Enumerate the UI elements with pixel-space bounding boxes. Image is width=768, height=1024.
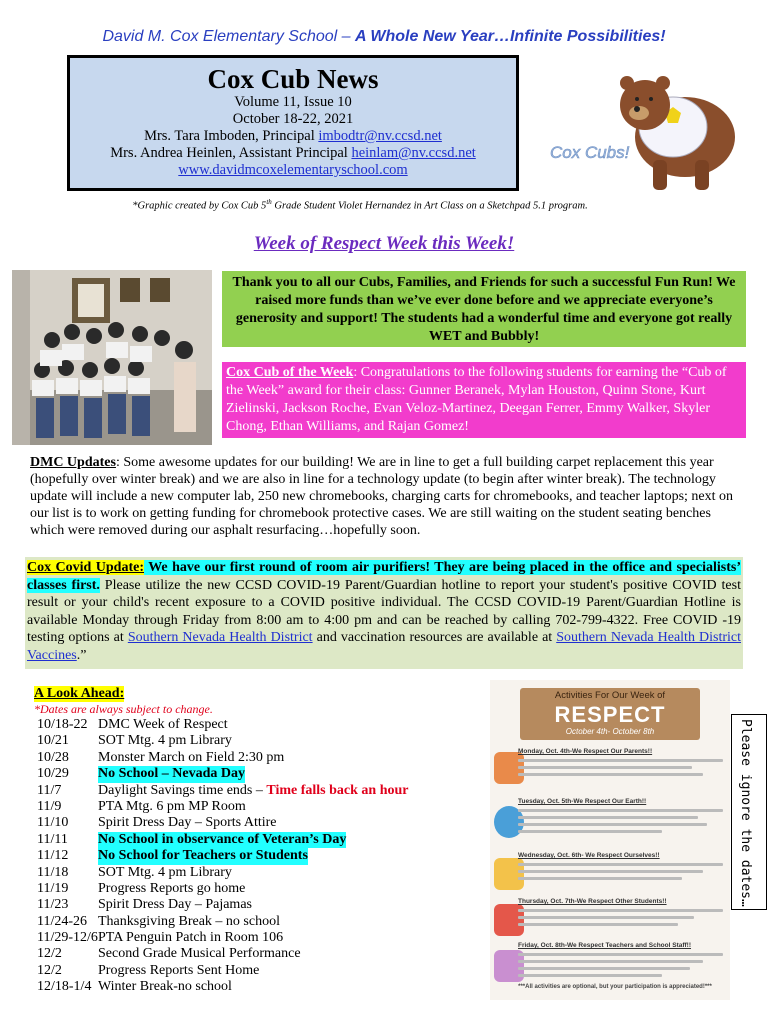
bear-mascot-image (545, 65, 745, 195)
website-link[interactable]: www.davidmcoxelementaryschool.com (178, 162, 408, 178)
event-date: 11/19 (37, 880, 69, 896)
event-row (37, 832, 507, 848)
credit-text-b: Grade Student Violet Hernandez in Art Class on a Sketchpad 5.1 program. (271, 200, 588, 212)
masthead (67, 55, 519, 191)
event-text: Progress Reports Sent Home (98, 962, 260, 978)
event-date: 12/18-1/4 (37, 979, 92, 995)
event-date: 11/12 (37, 848, 69, 864)
cub-of-week-label: Cox Cub of the Week (226, 365, 354, 380)
asst-principal-email-link[interactable]: heinlam@nv.ccsd.net (351, 145, 476, 161)
event-row (37, 914, 507, 930)
flyer-section-heading: Monday, Oct. 4th-We Respect Our Parents!! (518, 748, 653, 755)
flyer-section (518, 898, 723, 926)
asst-principal-name: Mrs. Andrea Heinlen, Assistant Principal (110, 145, 352, 161)
dmc-sep: : (115, 455, 124, 470)
covid-text-2: and vaccination resources are available at (312, 630, 557, 645)
flyer-section-heading: Wednesday, Oct. 6th- We Respect Ourselves!! (518, 852, 660, 859)
covid-update (25, 557, 743, 669)
event-text: No School for Teachers or Students (98, 848, 308, 864)
cub-of-week-text: Congratulations to the following students for earning the “Cub of the Week” award for their class: Gunner Beranek, Mylan Houston, Quinn Stone, Kurt Zielinski, Jackson Roche, Evan Veloz-Martinez, Deegan Ferrer, Emmy Walker, Skyler Chong, Ethan Williams, and Rajan Gomez! (226, 365, 727, 434)
event-row (37, 733, 507, 749)
event-text-alert: Time falls back an hour (266, 782, 409, 798)
event-text: Thanksgiving Break – no school (98, 913, 280, 929)
event-text: Second Grade Musical Performance (98, 946, 301, 962)
event-text-main: Daylight Savings time ends – (98, 782, 267, 798)
event-row (37, 946, 507, 962)
school-tagline (0, 28, 768, 46)
asst-principal-line (70, 145, 516, 162)
event-date: 10/29 (37, 766, 69, 782)
event-text: SOT Mtg. 4 pm Library (98, 733, 232, 749)
look-ahead-note: *Dates are always subject to change. (34, 702, 213, 716)
covid-highlight: We have our first round of room air purifiers! They are being placed in the office and specialists’ classes first. (27, 560, 741, 593)
class-photo-illustration (12, 270, 212, 445)
event-row (37, 865, 507, 881)
event-text: Monster March on Field 2:30 pm (98, 749, 285, 765)
event-date: 11/10 (37, 815, 69, 831)
volume-issue: Volume 11, Issue 10 (234, 94, 352, 110)
event-row (37, 979, 507, 995)
event-row (37, 897, 507, 913)
event-date: 10/21 (37, 733, 69, 749)
event-date: 11/24-26 (37, 913, 88, 929)
credit-text-a: *Graphic created by Cox Cub 5 (132, 200, 267, 212)
event-row (37, 930, 507, 946)
issue-dates: October 18-22, 2021 (232, 111, 354, 127)
event-date: 10/18-22 (37, 717, 88, 732)
event-text: DMC Week of Respect (98, 717, 228, 732)
dmc-label: DMC Updates (30, 455, 116, 470)
flyer-title: Activities For Our Week of (554, 690, 666, 701)
cub-of-the-week (222, 362, 746, 438)
flyer-subtitle: October 4th- October 8th (565, 727, 655, 736)
event-row (37, 815, 507, 831)
event-row (37, 717, 507, 733)
event-date: 11/18 (37, 864, 69, 880)
principal-name: Mrs. Tara Imboden, Principal (144, 128, 319, 144)
class-photo (12, 270, 212, 445)
cub-of-week-sep: : (353, 365, 361, 380)
event-text: PTA Penguin Patch in Room 106 (98, 930, 284, 946)
flyer-section-heading: Tuesday, Oct. 5th-We Respect Our Earth!! (518, 798, 647, 805)
event-text: PTA Mtg. 6 pm MP Room (98, 798, 246, 814)
flyer-section (518, 798, 723, 833)
snhd-link[interactable]: Southern Nevada Health District (127, 630, 313, 645)
events-list (37, 717, 507, 996)
flyer-section-heading: Friday, Oct. 8th-We Respect Teachers and School Staff!! (518, 942, 692, 949)
event-row (37, 750, 507, 766)
event-row (37, 848, 507, 864)
event-date: 10/28 (37, 749, 69, 765)
event-date: 11/23 (37, 897, 69, 913)
bear-caption: Cox Cubs! (550, 143, 630, 162)
event-date: 12/2 (37, 946, 62, 962)
event-date: 11/9 (37, 798, 62, 814)
flyer-section (518, 942, 723, 977)
school-slogan: A Whole New Year…Infinite Possibilities! (354, 28, 666, 45)
ignore-dates-text: Please ignore the dates… (738, 719, 753, 907)
website-line (70, 162, 516, 179)
flyer-section (518, 748, 723, 776)
event-text: Winter Break-no school (98, 979, 232, 995)
credit-sup: th (266, 198, 272, 206)
graphic-credit (60, 198, 660, 212)
flyer-word: RESPECT (554, 702, 666, 727)
event-text: Spirit Dress Day – Sports Attire (98, 815, 277, 831)
flyer-footer: ***All activities are optional, but your participation is appreciated!*** (518, 984, 712, 990)
event-text (98, 783, 409, 799)
event-text: No School – Nevada Day (98, 766, 246, 782)
newsletter-title: Cox Cub News (207, 64, 379, 94)
covid-text-3: .” (76, 647, 87, 663)
snhd-vaccines-link[interactable]: Southern Nevada Health District Vaccines (27, 630, 741, 663)
event-row (37, 881, 507, 897)
event-row (37, 766, 507, 782)
flyer-section (518, 852, 723, 880)
flyer-section-heading: Thursday, Oct. 7th-We Respect Other Students!! (518, 898, 667, 905)
event-date: 11/11 (37, 831, 68, 847)
event-text: Spirit Dress Day – Pajamas (98, 897, 252, 913)
event-date: 12/2 (37, 962, 62, 978)
principal-email-link[interactable]: imbodtr@nv.ccsd.net (318, 128, 442, 144)
bear-icon (545, 65, 745, 195)
respect-week-heading: Week of Respect Week this Week! (253, 233, 515, 254)
look-ahead-title: A Look Ahead: (34, 686, 125, 701)
event-row (37, 963, 507, 979)
event-text: SOT Mtg. 4 pm Library (98, 864, 232, 880)
dmc-text: Some awesome updates for our building! We are in line to get a full building carpet replacement this year (hopefully over winter break) and we are also in line for a technology update (to begin after winter break). The technology update will include a new computer lab, 250 new chromebooks, charging carts for chromebooks, and teacher laptops; next on our list is to work on getting funding for chromebook protective cases. We are still waiting on the student seating benches which were removed during our asphalt resurfacing…hopefully soon. (30, 455, 734, 538)
respect-week-flyer (490, 680, 730, 1000)
event-text: Progress Reports go home (98, 880, 246, 896)
event-text: No School in observance of Veteran’s Day (98, 831, 347, 847)
dmc-updates (30, 454, 742, 539)
event-row (37, 799, 507, 815)
covid-label: Cox Covid Update: (27, 560, 145, 575)
event-date: 11/7 (37, 782, 62, 798)
school-name: David M. Cox Elementary School – (102, 28, 355, 45)
event-date: 11/29-12/6 (37, 930, 98, 946)
ignore-dates-note (731, 714, 767, 910)
covid-text-1: Please utilize the new CCSD COVID-19 Parent/Guardian hotline to report your student's positive COVID test result or your child's recent exposure to a COVID positive individual. The CCSD COVID-19 Parent/Guardian Hotline is available Monday through Friday from 8:00 am to 4:00 pm and can be reached by calling 702-799-4322. Free COVID -19 testing options at (27, 577, 741, 645)
event-row (37, 783, 507, 799)
fun-run-thanks: Thank you to all our Cubs, Families, and Friends for such a successful Fun Run! We raised more funds than we’ve ever done before and we appreciate everyone’s generosity and support! The students had a wonderful time and everyone got really WET and Bubbly! (222, 271, 746, 347)
principal-line (70, 128, 516, 145)
